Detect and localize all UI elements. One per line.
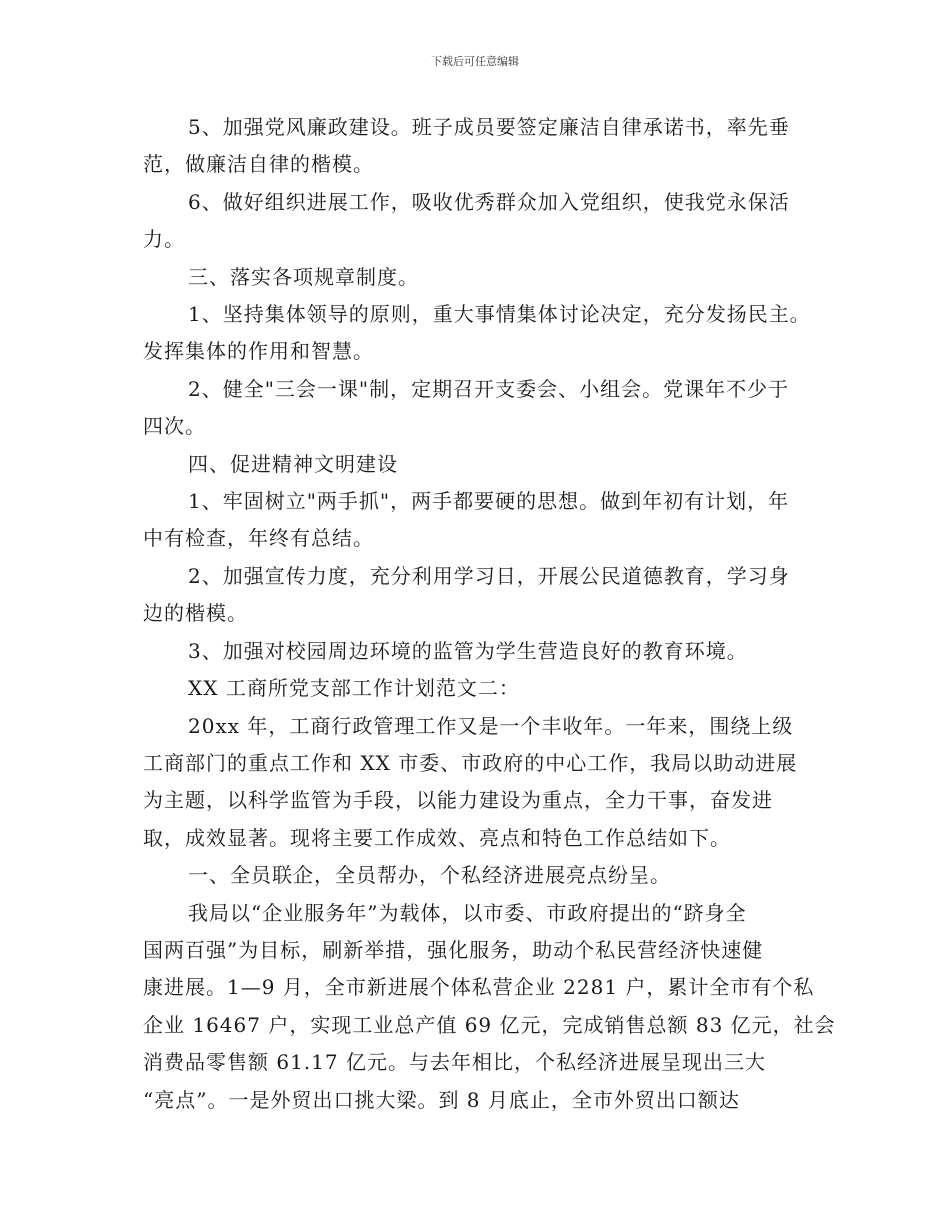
text-line: 四次。	[143, 414, 206, 439]
text-line: 发挥集体的作用和智慧。	[143, 339, 374, 364]
paragraph	[143, 708, 823, 858]
paragraph	[143, 109, 823, 184]
text-line: 20xx 年，工商行政管理工作又是一个丰收年。一年来，围绕上级	[188, 713, 794, 738]
paragraph	[143, 895, 836, 1119]
page-header: 下载后可任意编辑	[431, 55, 519, 68]
document-body	[143, 109, 836, 1119]
text-line: 三、落实各项规章制度。	[188, 264, 419, 289]
text-line: 范，做廉洁自律的楷模。	[143, 152, 374, 177]
text-line: 2、加强宣传力度，充分利用学习日，开展公民道德教育，学习身	[188, 563, 790, 588]
text-line: “亮点”。一是外贸出口挑大梁。到 8 月底止，全市外贸出口额达	[143, 1087, 740, 1112]
text-line: 四、促进精神文明建设	[188, 451, 398, 476]
text-line: 5、加强党风廉政建设。班子成员要签定廉洁自律承诺书，率先垂	[188, 115, 790, 139]
text-line: 一、全员联企，全员帮办，个私经济进展亮点纷呈。	[188, 863, 671, 888]
paragraph	[143, 633, 823, 670]
text-line: 康进展。1—9 月，全市新进展个体私营企业 2281 户，累计全市有个私	[143, 975, 815, 1000]
paragraph	[143, 670, 823, 707]
paragraph	[143, 558, 823, 633]
text-line: 边的楷模。	[143, 601, 248, 626]
text-line: 1、坚持集体领导的原则，重大事情集体讨论决定，充分发扬民主。	[188, 302, 811, 327]
text-line: 消费品零售额 61.17 亿元。与去年相比，个私经济进展呈现出三大	[143, 1050, 766, 1075]
paragraph	[143, 184, 823, 259]
paragraph	[143, 296, 823, 371]
text-line: 2、健全"三会一课"制，定期召开支委会、小组会。党课年不少于	[188, 376, 790, 401]
text-line: XX 工商所党支部工作计划范文二：	[188, 676, 520, 701]
paragraph	[143, 259, 823, 296]
text-line: 6、做好组织进展工作，吸收优秀群众加入党组织，使我党永保活	[188, 189, 790, 214]
text-line: 为主题，以科学监管为手段，以能力建设为重点，全力干事，奋发进	[143, 788, 773, 813]
paragraph	[143, 857, 823, 894]
text-line: 中有检查，年终有总结。	[143, 526, 374, 551]
text-line: 1、牢固树立"两手抓"，两手都要硬的思想。做到年初有计划，年	[188, 489, 790, 514]
text-line: 取，成效显著。现将主要工作成效、亮点和特色工作总结如下。	[143, 825, 731, 850]
paragraph	[143, 446, 823, 483]
text-line: 企业 16467 户，实现工业总产值 69 亿元，完成销售总额 83 亿元，社会	[143, 1012, 836, 1037]
text-line: 力。	[143, 227, 185, 252]
paragraph	[143, 371, 823, 446]
text-line: 国两百强”为目标，刷新举措，强化服务，助动个私民营经济快速健	[143, 937, 764, 962]
text-line: 工商部门的重点工作和 XX 市委、市政府的中心工作，我局以助动进展	[143, 750, 798, 775]
text-line: 3、加强对校园周边环境的监管为学生营造良好的教育环境。	[188, 638, 748, 663]
text-line: 我局以“企业服务年”为载体，以市委、市政府提出的“跻身全	[188, 900, 747, 925]
paragraph	[143, 483, 823, 558]
